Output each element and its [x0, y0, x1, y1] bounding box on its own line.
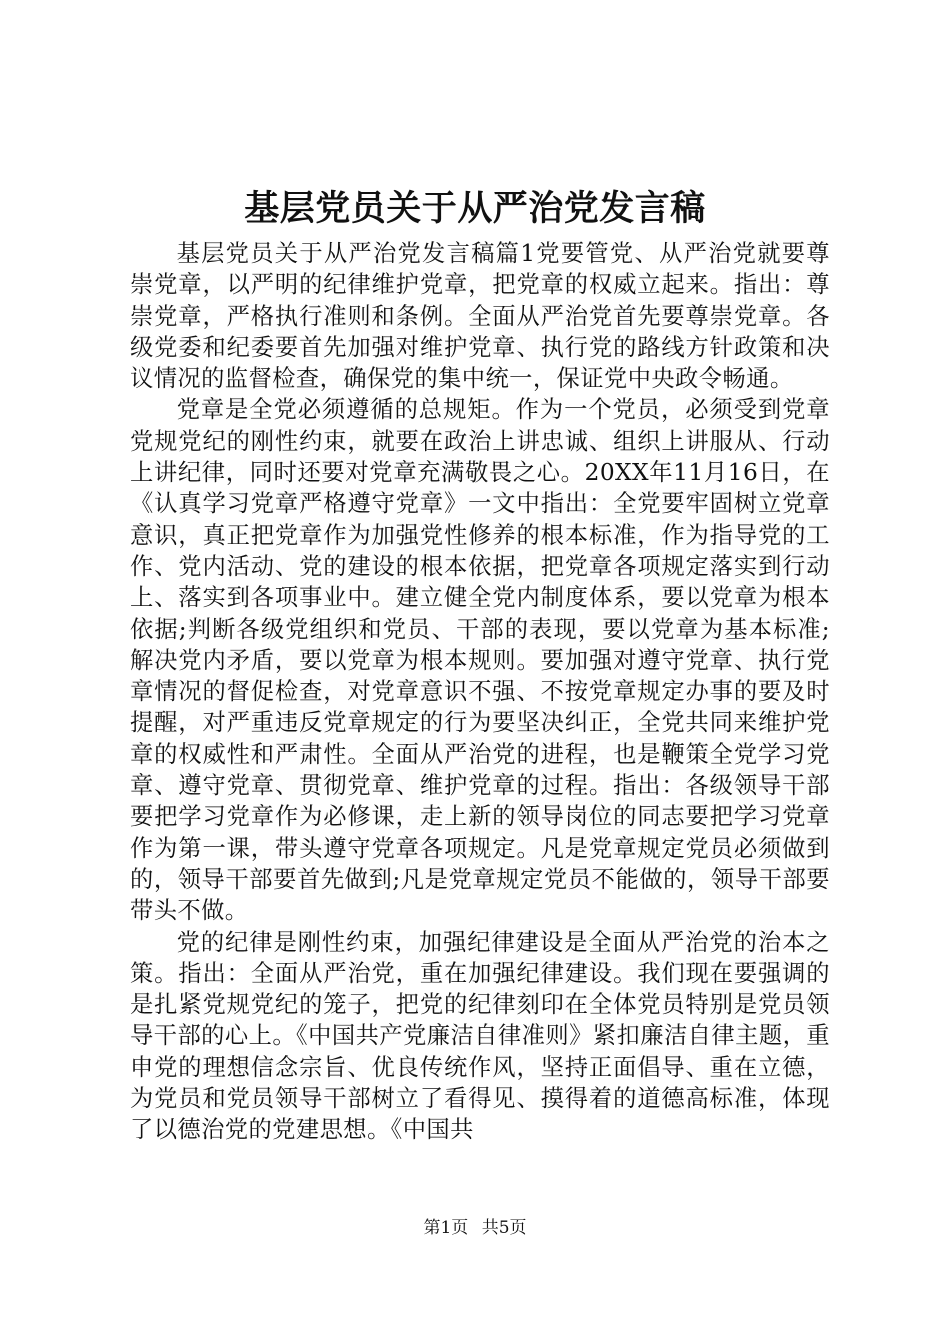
paragraph-3: 党的纪律是刚性约束，加强纪律建设是全面从严治党的治本之策。指出：全面从严治党，重在加强纪律建设。我们现在要强调的是扎紧党规党纪的笼子，把党的纪律刻印在全体党员特别是党员领导干部的心上。《中国共产党廉洁自律准则》紧扣廉洁自律主题，重申党的理想信念宗旨、优良传统作风，坚持正面倡导、重在立德，为党员和党员领导干部树立了看得见、摸得着的道德高标准，体现了以德治党的党建思想。《中国共: [130, 928, 830, 1144]
page-count: 共5页: [481, 1218, 527, 1238]
page-footer: [0, 1216, 950, 1240]
paragraph-2: 党章是全党必须遵循的总规矩。作为一个党员，必须受到党章党规党纪的刚性约束，就要在政治上讲忠诚、组织上讲服从、行动上讲纪律，同时还要对党章充满敬畏之心。20XX年11月16日，在《认真学习党章严格遵守党章》一文中指出：全党要牢固树立党章意识，真正把党章作为加强党性修养的根本标准，作为指导党的工作、党内活动、党的建设的根本依据，把党章各项规定落实到行动上、落实到各项事业中。建立健全党内制度体系，要以党章为根本依据;判断各级党组织和党员、干部的表现，要以党章为基本标准;解决党内矛盾，要以党章为根本规则。要加强对遵守党章、执行党章情况的督促检查，对党章意识不强、不按党章规定办事的要及时提醒，对严重违反党章规定的行为要坚决纠正，全党共同来维护党章的权威性和严肃性。全面从严治党的进程，也是鞭策全党学习党章、遵守党章、贯彻党章、维护党章的过程。指出：各级领导干部要把学习党章作为必修课，走上新的领导岗位的同志要把学习党章作为第一课，带头遵守党章各项规定。凡是党章规定党员必须做到的，领导干部要首先做到;凡是党章规定党员不能做的，领导干部要带头不做。: [130, 396, 830, 925]
paragraph-1: 基层党员关于从严治党发言稿篇1党要管党、从严治党就要尊崇党章，以严明的纪律维护党章，把党章的权威立起来。指出：尊崇党章，严格执行准则和条例。全面从严治党首先要尊崇党章。各级党委和纪委要首先加强对维护党章、执行党的路线方针政策和决议情况的监督检查，确保党的集中统一，保证党中央政令畅通。: [130, 240, 830, 393]
document-body: [130, 238, 830, 1146]
document-title: 基层党员关于从严治党发言稿: [244, 188, 706, 229]
page-number: 第1页: [423, 1218, 469, 1238]
